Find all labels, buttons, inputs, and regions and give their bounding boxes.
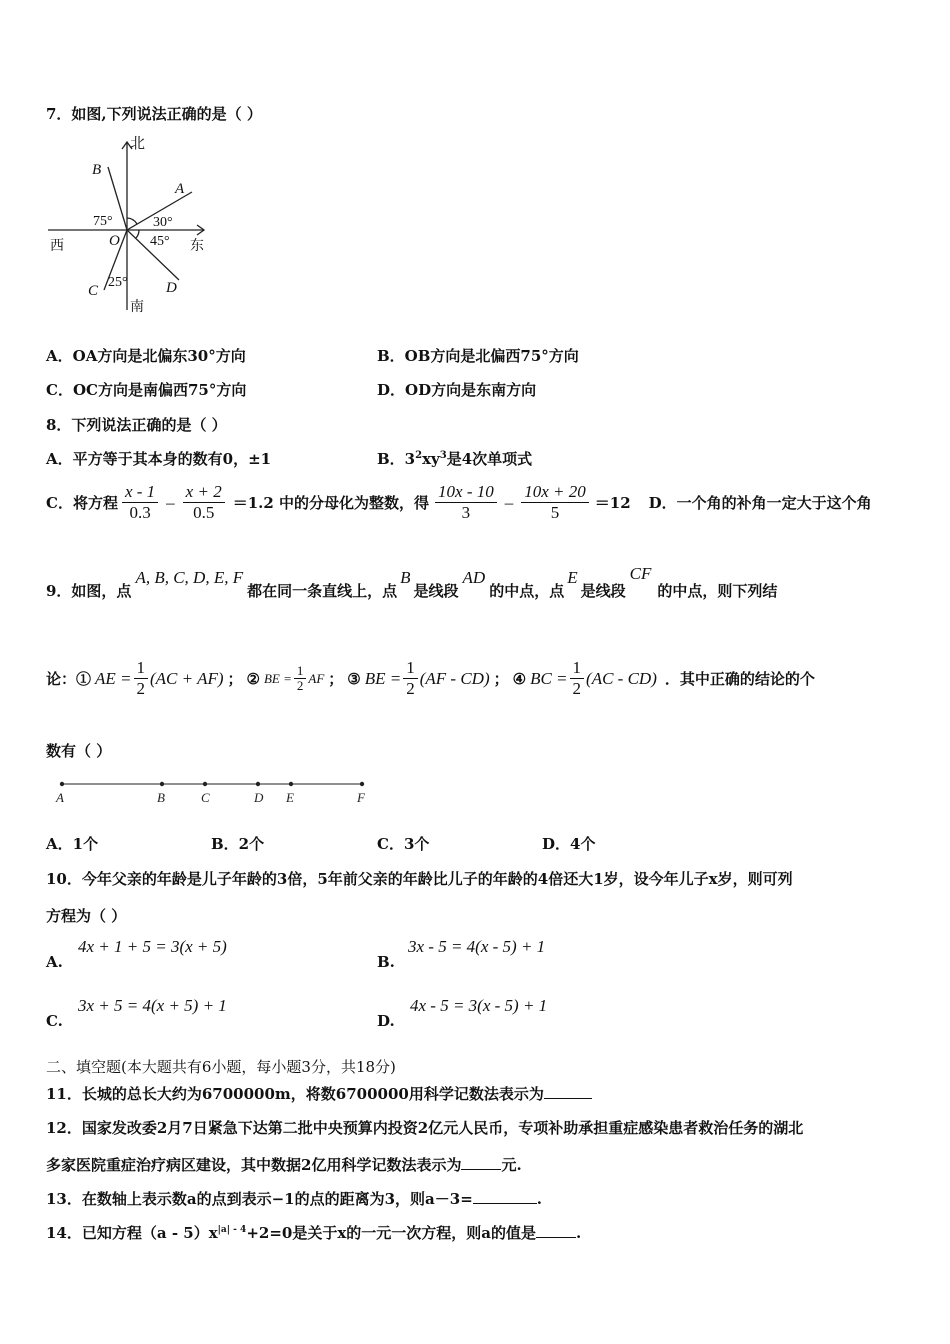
q10-option-d-eq: 4x - 5 = 3(x - 5) + 1 <box>410 996 548 1015</box>
q9-option-a: A．1个 <box>46 835 99 853</box>
point-a-dot <box>60 782 64 786</box>
fraction-2: $\frac{x + 2}{0.5}$ <box>183 482 225 523</box>
q10-line-2: 方程为（ ） <box>46 907 127 925</box>
q10-option-d-label: D. <box>377 1012 395 1030</box>
point-b-dot <box>160 782 164 786</box>
angle-30-label: 30° <box>153 215 173 230</box>
point-c-text: C <box>201 790 210 805</box>
point-d-dot <box>256 782 260 786</box>
point-e-dot <box>289 782 293 786</box>
q9-line-2: 论：① AE = $\frac{1}{2}$ (AC + AF) ； ② BE = $\frac{1}{2}$ AF ； ③ BE = $\frac{1}{2}$ (AF - CD) ； ④ BC = $\frac{1}{2}$ (AC - CD) ．其中正确的结论的个 <box>46 658 815 698</box>
q7-option-d: D．OD方向是东南方向 <box>377 381 537 399</box>
point-b-text: B <box>157 790 165 805</box>
south-label: 南 <box>130 300 144 315</box>
q12-line-2: 多家医院重症治疗病区建设，其中数据2亿用科学记数法表示为 元. <box>46 1156 522 1174</box>
point-c-label: C <box>88 283 99 299</box>
q8-stem: 8．下列说法正确的是（ ） <box>46 416 227 434</box>
q9-option-c: C．3个 <box>377 835 430 853</box>
q10-option-a-label: A. <box>46 953 63 971</box>
point-e-text: E <box>286 790 294 805</box>
angle-arc-45 <box>136 230 139 238</box>
point-a-label: A <box>175 181 185 197</box>
angle-25-label: 25° <box>108 275 128 290</box>
fraction-1: $\frac{x - 1}{0.3}$ <box>122 482 158 523</box>
q7-stem: 7．如图,下列说法正确的是（ ） <box>46 105 262 123</box>
q8-option-b: B．$3^2xy^3$是4次单项式 <box>377 450 533 468</box>
q11: 11．长城的总长大约为6700000m，将数6700000用科学记数法表示为 <box>46 1083 592 1104</box>
q10-option-a-eq: 4x + 1 + 5 = 3(x + 5) <box>78 937 227 956</box>
angle-arc-30 <box>127 218 137 224</box>
segment-figure <box>50 775 380 807</box>
q8-option-c: C．将方程 $\frac{x - 1}{0.3}$ – $\frac{x + 2}{0.5}$ ＝1.2 中的分母化为整数，得 $\frac{10x - 10}{3}$ – $\frac{10x + 20}{5}$ ＝12 D．一个角的补角一定大于这个角 <box>46 482 872 522</box>
point-b-label: B <box>92 162 102 178</box>
q14: 14．已知方程$(a - 5)x^{|a| - 4}+2=0$是关于x的一元一次方程，则a的值是 . <box>46 1224 582 1242</box>
q8-option-a: A．平方等于其本身的数有0，±1 <box>46 450 272 468</box>
q13: 13．在数轴上表示数a的点到表示−1的点的距离为3，则a－3= . <box>46 1190 542 1208</box>
section-2-heading: 二、填空题(本大题共有6小题，每小题3分，共18分) <box>46 1058 396 1076</box>
q7-option-c: C．OC方向是南偏西75°方向 <box>46 381 247 399</box>
q9-option-d: D．4个 <box>542 835 596 853</box>
west-label: 西 <box>50 239 64 254</box>
q12-line-1: 12．国家发改委2月7日紧急下达第二批中央预算内投资2亿元人民币，专项补助承担重症感染患者救治任务的湖北 <box>46 1119 804 1137</box>
point-c-dot <box>203 782 207 786</box>
q8-option-d: D．一个角的补角一定大于这个角 <box>648 494 872 512</box>
q7-option-a: A．OA方向是北偏东30°方向 <box>46 347 246 365</box>
east-label: 东 <box>190 239 204 254</box>
point-d-text: D <box>254 790 264 805</box>
q7-option-b: B．OB方向是北偏西75°方向 <box>377 347 579 365</box>
angle-45-label: 45° <box>150 234 170 249</box>
compass-figure <box>46 132 221 317</box>
q10-option-c-eq: 3x + 5 = 4(x + 5) + 1 <box>78 996 227 1015</box>
fraction-3: $\frac{10x - 10}{3}$ <box>435 482 497 523</box>
q10-option-b-eq: 3x - 5 = 4(x - 5) + 1 <box>408 937 546 956</box>
q9-option-b: B．2个 <box>211 835 265 853</box>
q10-option-b-label: B. <box>377 953 395 971</box>
point-d-label: D <box>166 280 177 296</box>
point-f-text: F <box>357 790 365 805</box>
angle-75-label: 75° <box>93 214 113 229</box>
q10-option-c-label: C. <box>46 1012 63 1030</box>
point-f-dot <box>360 782 364 786</box>
q10-line-1: 10．今年父亲的年龄是儿子年龄的3倍，5年前父亲的年龄比儿子的年龄的4倍还大1岁，设今年儿子x岁，则可列 <box>46 870 793 888</box>
fraction-4: $\frac{10x + 20}{5}$ <box>521 482 589 523</box>
point-o-label: O <box>109 233 120 249</box>
point-a-text: A <box>56 790 64 805</box>
north-label: 北 <box>130 136 146 152</box>
q9-line-1: 9．如图，点 A, B, C, D, E, F 都在同一条直线上，点 B 是线段 AD 的中点，点 E 是线段 CF 的中点，则下列结 <box>46 564 778 600</box>
q9-line-3: 数有（ ） <box>46 742 112 760</box>
